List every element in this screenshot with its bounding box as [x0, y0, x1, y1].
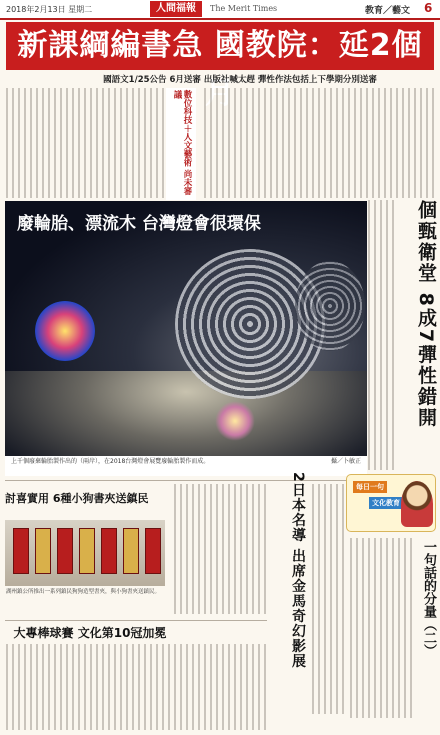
- photo-caption: [5, 456, 367, 476]
- lead-subhead: 國語文1/25公告 6月送審 出版社喊太趕 彈性作法包括上下學期分別送審: [103, 75, 377, 85]
- bottom-story-headline: 大專棒球賽 文化第10冠加冕: [13, 626, 167, 640]
- column-tag-primary: 每日一句: [353, 481, 387, 493]
- column-tag-secondary: 文化教育: [369, 497, 403, 509]
- divider-line: [5, 620, 267, 621]
- photo-caption-text: 上千個廢棄輪胎製作出的（兩岸），在2018台灣燈會展覽廢輪胎製作而成。: [11, 458, 210, 465]
- column-badge: [346, 474, 436, 532]
- columnist-portrait: [401, 481, 433, 527]
- bookmark-item: [35, 528, 51, 574]
- newspaper-logo-english: The Merit Times: [210, 4, 278, 13]
- issue-date: 2018年2月13日 星期二: [6, 5, 93, 14]
- photo-title: 廢輪胎、漂流木 台灣燈會很環保: [17, 214, 261, 234]
- photo-lantern-glow-small: [215, 401, 255, 441]
- japan-story-headline: 2日本名導 出席金馬奇幻影展: [290, 472, 306, 669]
- photo-credit: 攝／卜敏正: [330, 458, 361, 465]
- newspaper-logo: 人間福報: [150, 1, 202, 17]
- japan-story-text: [308, 484, 344, 714]
- page-number: 6: [424, 1, 433, 15]
- bookmark-item: [13, 528, 29, 574]
- bookmark-item: [79, 528, 95, 574]
- book-story-headline: 討喜實用 6種小狗書夾送鎮民: [5, 492, 149, 505]
- column-headline: 一句話的分量（二）: [421, 540, 436, 657]
- bookmark-item: [57, 528, 73, 574]
- bookmark-item: [123, 528, 139, 574]
- bookmark-item: [145, 528, 161, 574]
- book-photo-caption: 湖州鎮公所推出一系列鎮民狗狗造型書夾，與小狗書夾送鎮民。: [6, 589, 161, 595]
- feature-photo: [5, 201, 367, 476]
- bottom-story-text: [6, 644, 266, 730]
- book-photo: [5, 520, 165, 586]
- photo-tire-sphere-small: [295, 261, 365, 351]
- lead-article-text-right: [200, 88, 434, 198]
- section-label: 教育／藝文: [365, 6, 411, 16]
- sidebar-box: [166, 88, 196, 200]
- bookmark-item: [101, 528, 117, 574]
- column-text: [346, 538, 412, 718]
- book-story-text: [170, 484, 266, 614]
- right-article-text: [368, 200, 394, 470]
- masthead-bar: [0, 0, 440, 20]
- lead-headline: 新課綱編書急 國教院：延2個月: [6, 22, 434, 70]
- sidebar-box-title: 數位科技＋人文藝術 尚未審議: [172, 90, 192, 195]
- lead-article-text-left: [6, 88, 164, 198]
- right-column-headline: 個甄衛堂 8成7彈性錯開: [415, 200, 437, 429]
- photo-lantern-glow: [35, 301, 95, 361]
